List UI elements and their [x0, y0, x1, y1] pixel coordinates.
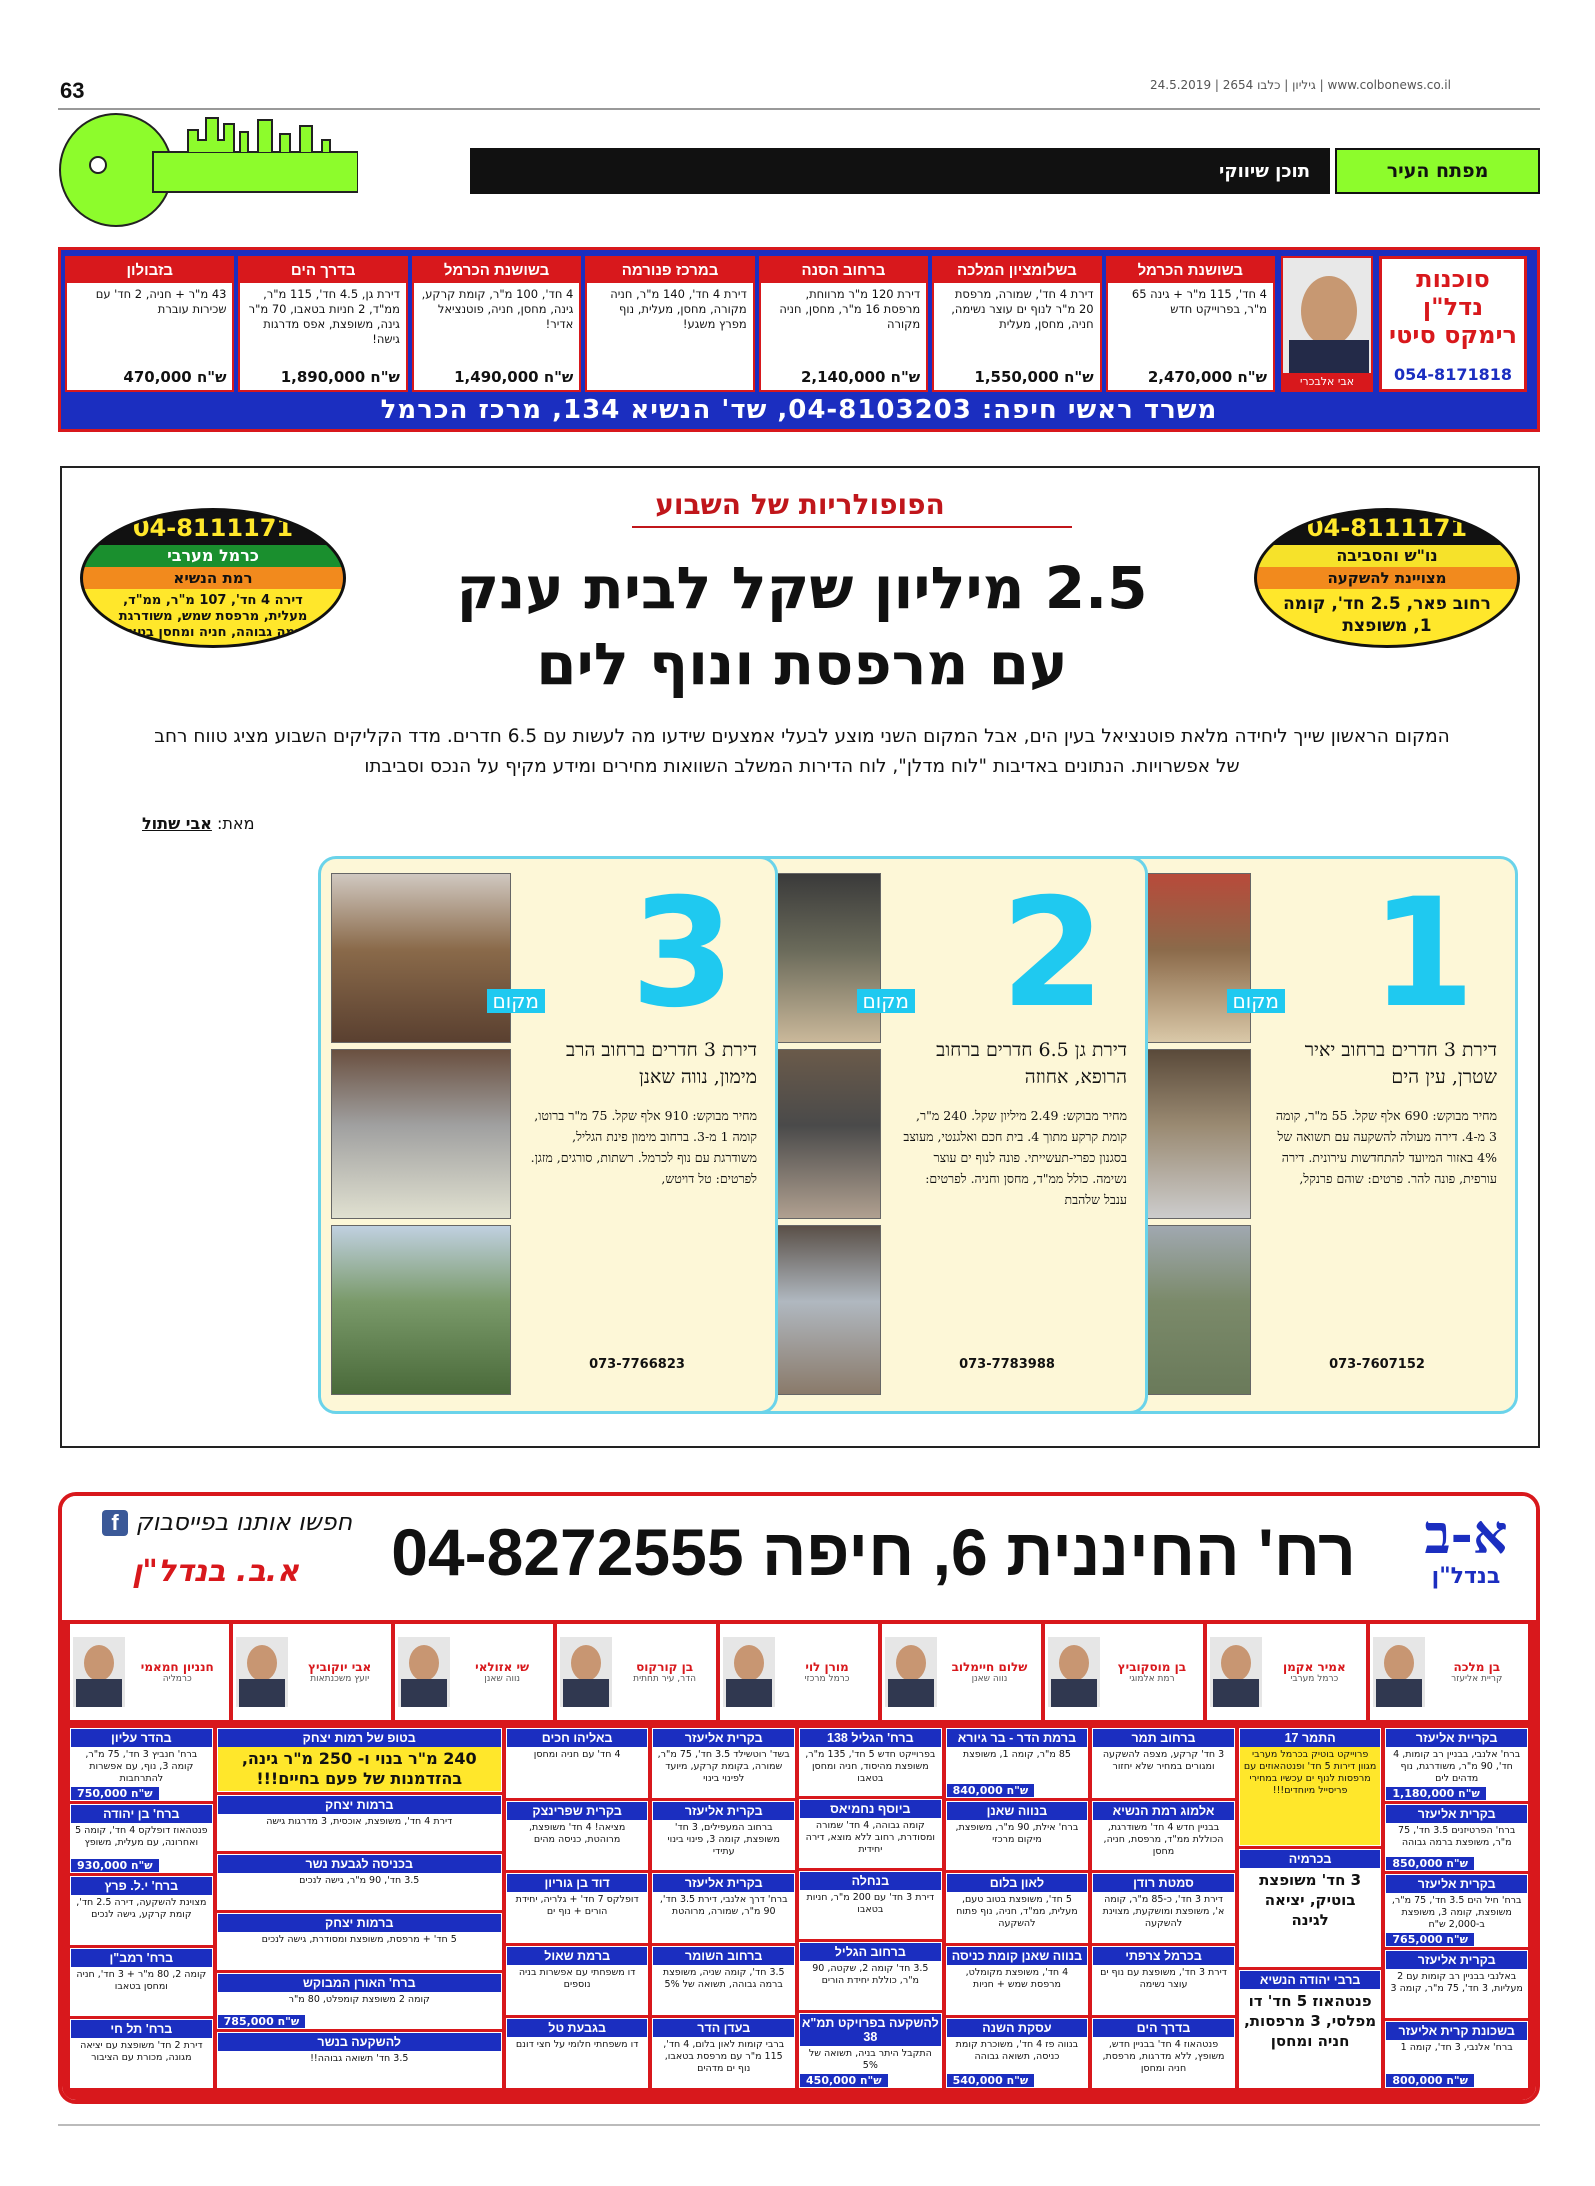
card-phone: 073-7783988 — [959, 1357, 1055, 1372]
badge-right-sub: מצויינת להשקעה — [1257, 567, 1517, 589]
listing-text: באלנבי בבניין רב קומות עם 2 מעליות, 3 חד', 75 מ"ר, קומה 3 — [1390, 1971, 1523, 1995]
listing-text: דירת 3 חד', כ-85 מ"ר, קומה א', משופצת ומושקעת, מצוינת להשקעה — [1102, 1894, 1225, 1930]
remax-listing-text: 4 חד', 100 מ"ר, קומת קרקע, גינה, מחסן, חניה, פוטנציאל אדיר! — [421, 287, 574, 331]
listing-box — [1092, 1801, 1235, 1871]
listing-box — [1385, 1804, 1528, 1871]
listing-title: בקריית אליעזר — [1386, 1729, 1527, 1747]
remax-listing-price — [587, 386, 752, 390]
listing-box — [506, 2018, 649, 2088]
listing-box — [1385, 1728, 1528, 1801]
remax-listing-price: 2,470,000 ש"ח — [1147, 368, 1267, 386]
listing-title: בקרית אליעזר — [653, 1729, 794, 1747]
footer-divider — [58, 2124, 1540, 2126]
listing-text: ברח' אלנבי, בבניין רב קומות, 4 חד', 90 מ"ר, משודרגת, נוף מדהים לים — [1393, 1749, 1521, 1784]
listing-column — [1239, 1728, 1382, 2088]
facebook-text: חפשו אותנו בפייסבוק — [135, 1508, 353, 1536]
listing-box — [1385, 2021, 1528, 2088]
badge-left-desc: דירה 4 חד', 107 מ"ר, ממ"ד, מעלית, מרפסת שמש, משודרגת ברמה גבוהה, חניה ומחסן בטאבו — [83, 589, 343, 648]
listing-box — [1239, 1970, 1382, 2088]
listing-price: 930,000 ש"ח — [71, 1859, 159, 1872]
listing-box — [1239, 1849, 1382, 1967]
remax-listing — [932, 256, 1101, 392]
listing-box — [946, 1728, 1089, 1798]
listing-title: בכרמל צרפתי — [1093, 1947, 1234, 1965]
remax-listing — [238, 256, 407, 392]
team-role: נווה שאנן — [971, 1673, 1008, 1684]
remax-listing-text: 43 מ"ר + חניה, 2 חד' עם שכירות עוברת — [95, 287, 227, 316]
team-photo — [1048, 1637, 1100, 1707]
ab-brand: א.ב. בנדל"ן — [132, 1554, 299, 1589]
team-photo — [885, 1637, 937, 1707]
listing-box — [652, 1946, 795, 2016]
listing-box — [652, 1873, 795, 1943]
remax-listing-title: בזבולון — [67, 258, 232, 283]
card-title: דירת 3 חדרים ברחוב יאיר שטרן, עין הים — [1304, 1039, 1497, 1088]
listing-box — [799, 1728, 942, 1796]
listing-text: 5 חד', משופצת בטוב טעם, מעלית, ממ"ד, חניה, נוף פתוח להשקעה — [956, 1894, 1078, 1930]
listing-title: ברח' י.ל. פרץ — [71, 1877, 212, 1895]
team-photo — [1210, 1637, 1262, 1707]
team-member — [882, 1624, 1040, 1720]
listing-title: בשכונת קרית אליעזר — [1386, 2022, 1527, 2040]
listing-title: עסקת השנה — [947, 2019, 1088, 2037]
city-key-icon — [58, 110, 358, 228]
remax-listing-title: במרכז פנורמה — [587, 258, 752, 283]
listing-text: 4 חד', משופצת מקומלט, מרפסת שמש + חניות — [965, 1966, 1069, 1990]
headline — [362, 550, 1242, 702]
listing-title: לאון בלום — [947, 1874, 1088, 1892]
listing-title: ברח' תל חי — [71, 2020, 212, 2038]
listing-column — [652, 1728, 795, 2088]
listing-text: דירת 4 חד', משופצת, אוכסית, 3 מדרגות גישה — [266, 1816, 453, 1827]
team-name: אבי יוקוביץ — [308, 1659, 372, 1674]
listing-title: בנחלה — [800, 1872, 941, 1890]
listing-box — [70, 1876, 213, 1945]
listing-box — [217, 1913, 502, 1969]
listing-box — [70, 1948, 213, 2017]
listing-text: 3 חד' קרקע, מצפה להשקעה ומגורים במחיר שלא יחזור — [1102, 1749, 1225, 1772]
remax-listing-text: 4 חד', 115 מ"ר + גינה 65 מ"ר, בפרוייקט חדש — [1131, 287, 1267, 316]
listing-text: מצוינת להשקעה, דירה 2.5 חד', קומת קרקע, גישה לנכים — [76, 1896, 207, 1920]
team-member — [1370, 1624, 1528, 1720]
remax-listing-text: דירת 120 מ"ר מרווחת, מרפסת 16 מ"ר, מחסן, חניה מקורה — [779, 287, 921, 331]
badge-right-name: נו"ש והסביבה — [1257, 545, 1517, 567]
team-role: נווה שאנן — [484, 1673, 520, 1684]
listing-title: בקרית אליעזר — [1386, 1875, 1527, 1893]
card-title: דירת גן 6.5 חדרים ברחוב הרופא, אחוזה — [936, 1039, 1127, 1088]
remax-listing-text: דירת 4 חד', 140 מ"ר, חניה מקורה, מחסן, מעלית, נוף מפרץ משגע! — [610, 287, 747, 331]
page-number: 63 — [60, 78, 85, 103]
team-photo — [236, 1637, 288, 1707]
listing-title: ברח' הגליל 138 — [800, 1729, 941, 1747]
listing-price: 540,000 ש"ח — [947, 2074, 1035, 2087]
listing-box — [1239, 1728, 1382, 1846]
section-title: מפתח העיר — [1335, 148, 1540, 194]
listing-title: בטופ של רמות יצחק — [218, 1729, 501, 1747]
listing-text: דירת 3 חד' עם 200 מ"ר, חניות בטאבו — [806, 1891, 935, 1915]
listing-box — [70, 1728, 213, 1801]
listing-text: 4 חד' עם חניה ומחסן — [533, 1749, 621, 1760]
listing-box — [1385, 1874, 1528, 1947]
card-title: דירת 3 חדרים ברחוב הרב מימון, נווה שאנן — [565, 1039, 757, 1088]
listing-box — [799, 1871, 942, 1939]
card-description: מחיר מבוקש: 910 אלף שקל. 75 מ"ר ברוטו, קומה 1 מ-3. ברחוב מימון פינת הגליל, משודרגת עם נוף לכרמל. רשתות, סורגים, מזגן. לפרטים: טל דויטש, — [530, 1108, 757, 1186]
listing-text: 240 מ"ר בנוי ו- 250 מ"ר גינה, בהזדמנות של פעם בחיים!!! — [218, 1747, 501, 1791]
listing-text: דו משפחתי עם אפשרות בניה נוספים — [518, 1966, 636, 1990]
team-role: הדר, עיר תחתית — [633, 1673, 696, 1684]
listing-box — [946, 1946, 1089, 2016]
team-photo — [723, 1637, 775, 1707]
listing-box — [217, 1728, 502, 1792]
ab-team — [70, 1624, 1528, 1720]
team-name: בן מוסקוביץ — [1117, 1659, 1187, 1674]
remax-listing-title: בדרך הים — [240, 258, 405, 283]
marketing-band — [470, 148, 1330, 194]
listing-title: ברחוב תמר — [1093, 1729, 1234, 1747]
marketing-label: תוכן שיווקי — [1219, 160, 1310, 182]
listing-title: להשקעה בפרויקט תמ"א 38 — [801, 2016, 939, 2044]
listing-box — [799, 1942, 942, 2010]
listing-text: ברבי קומות לאון בלום, 4 חד', 115 מ"ר עם מרפסת בטאבו, נוף ים מדהים — [663, 2039, 785, 2075]
listing-title: ברמות יצחק — [218, 1914, 501, 1932]
listing-text: ברח' דרך אלנבי, דירת 3.5 חד', 90 מ"ר, שמורה, מרוהטת — [659, 1894, 788, 1918]
remax-phone: 054-8171818 — [1394, 365, 1512, 384]
badge-left-phone: 04-8111171 — [132, 514, 294, 542]
rank-number: 3 — [630, 867, 735, 1041]
badge-right — [1254, 508, 1520, 648]
listing-title: בקרית אליעזר — [1386, 1951, 1527, 1969]
listing-title: סמטת רודן — [1093, 1874, 1234, 1892]
team-role: כרמל מרכזי — [804, 1673, 850, 1684]
listing-price: 785,000 ש"ח — [218, 2015, 306, 2028]
listing-text: התקבל היתר בניה, תשואה של 5% — [808, 2048, 932, 2071]
listing-title: בנווה שאנן — [947, 1802, 1088, 1820]
badge-left — [80, 508, 346, 648]
team-member — [1045, 1624, 1203, 1720]
listing-column — [946, 1728, 1089, 2088]
listing-text: 3.5 חד' תשואה גבוהה!! — [310, 2052, 409, 2064]
kicker-underline — [632, 526, 1072, 528]
listing-text: פנטהאוז דופלקס 4 חד', קומה 5 ואחרונה, עם מעלית, משופץ — [75, 1825, 208, 1848]
listing-box — [946, 1801, 1089, 1871]
team-member — [70, 1624, 228, 1720]
card-phone: 073-7766823 — [589, 1357, 685, 1372]
listing-title: ברמת הדר - בר גיורא — [947, 1729, 1088, 1747]
listing-box — [799, 2013, 942, 2088]
remax-listing-price: 1,550,000 ש"ח — [974, 368, 1094, 386]
team-role: כרמל מערבי — [1290, 1673, 1339, 1684]
listing-text: פרוייקט בוטיק בכרמל מערבי מגוון דירות 5 חד' ופנטהאוזים עם מרפסות לנוף ים עכשיו במחירי פריסייל מיוחדים!!! — [1240, 1747, 1381, 1845]
team-name: שלום חיימלוב — [951, 1659, 1028, 1674]
listing-title: בגבעת טל — [507, 2019, 648, 2037]
listing-price: 765,000 ש"ח — [1386, 1933, 1474, 1946]
remax-ad — [58, 247, 1540, 432]
listing-text: בפרוייקט חדש 5 חד', 135 מ"ר, משופצת מהיסוד, חניה ומחסן בטאבו — [805, 1749, 936, 1784]
team-photo — [1373, 1637, 1425, 1707]
property-photo — [331, 873, 511, 1043]
listing-text: בבניין חדש 4 חד' משודרגת, הכוללת ממ"ד, מרפסת, חניה, מחסן — [1103, 1821, 1224, 1857]
listing-box — [946, 1873, 1089, 1943]
listing-column — [1385, 1728, 1528, 2088]
remax-listing — [412, 256, 581, 392]
remax-listing-title: ברחוב הסנה — [761, 258, 926, 283]
remax-listing-text: דירת 4 חד', שמורה, מרפסת 20 מ"ר לנוף ים עוצר נשימה, חניה, מחסן, מעלית — [951, 287, 1094, 331]
listing-text: ברח' אילת, 90 מ"ר, משופצת, מיקום מרכזי — [955, 1821, 1079, 1845]
card-description: מחיר מבוקש: 2.49 מיליון שקל. 240 מ"ר, קומת קרקע מתוך 4. בית חכם ואלגנטי, מעוצב בסגנון כפרי-תעשייתי. פונה לנוף ים עוצר נשימה. כולל ממ"ד, מחסן וחניה. לפרטים: ענבל שלהבת — [903, 1108, 1127, 1207]
listing-column — [217, 1728, 502, 2088]
remax-listing — [1106, 256, 1275, 392]
rank-label: מקום — [1227, 989, 1286, 1013]
listing-text: בשד' רוטשילד 3.5 חד', 75 מ"ר, שמורה, בקומת קרקע, מיועד לפינוי בינוי — [657, 1749, 790, 1784]
team-photo — [73, 1637, 125, 1707]
listing-text: דירת 3 חד', משופצת עם נוף ים עוצר נשימה — [1100, 1966, 1227, 1990]
listing-title: ברמות יצחק — [218, 1796, 501, 1814]
listing-box — [1092, 1728, 1235, 1798]
remax-listing-price: 470,000 ש"ח — [123, 368, 227, 386]
listing-title: להשקעה בנשר — [218, 2033, 501, 2051]
listing-box — [506, 1728, 649, 1798]
remax-listing-price: 2,140,000 ש"ח — [800, 368, 921, 386]
listing-box — [217, 1854, 502, 1910]
listing-text: 3.5 חד' קומה 2, שקטה, 90 מ"ר, כוללת יחידת הורים — [812, 1962, 929, 1986]
listing-price: 850,000 ש"ח — [1386, 1857, 1474, 1870]
team-name: שי אזולאי — [475, 1659, 530, 1674]
issue-info: 24.5.2019 | 2654 גיליון | כלבו | www.colbonews.co.il — [1150, 78, 1451, 92]
listing-title: התמר 17 — [1240, 1729, 1381, 1747]
team-role: קריית אליעזר — [1451, 1673, 1503, 1684]
team-photo — [560, 1637, 612, 1707]
listing-title: בדרך הים — [1093, 2019, 1234, 2037]
remax-listing-price: 1,890,000 ש"ח — [280, 368, 400, 386]
listing-text: ברח' חיל הים 3.5 חד', 75 מ"ר, משופצת, קומה 3, משופצת ב-2,000 ש"ח — [1391, 1895, 1522, 1931]
listing-box — [217, 1973, 502, 2029]
listing-text: 85 מ"ר, קומה 1, משופצת — [962, 1749, 1071, 1760]
remax-listing-title: בשושנת הכרמל — [1108, 258, 1273, 283]
property-photo — [331, 1049, 511, 1219]
property-photo — [331, 1225, 511, 1395]
team-member — [720, 1624, 878, 1720]
listing-title: בקרית שפרינצק — [507, 1802, 648, 1820]
listing-text: קומה גבוהה, 4 חד' שמורה ומסודרת, רחוב ללא מוצא, דירה יחידית — [805, 1820, 936, 1856]
listing-price: 450,000 ש"ח — [800, 2074, 888, 2087]
listing-title: בקרית אליעזר — [653, 1802, 794, 1820]
listing-box — [70, 2019, 213, 2088]
remax-logo — [1379, 256, 1527, 392]
listing-box — [652, 1728, 795, 1798]
listing-box — [1385, 1950, 1528, 2017]
team-role: יועץ משכנתאות — [310, 1673, 370, 1684]
remax-listing — [759, 256, 928, 392]
listing-title: ברחוב הגליל — [800, 1943, 941, 1961]
headline-line-2: עם מרפסת ונוף לים — [536, 630, 1068, 698]
team-photo — [398, 1637, 450, 1707]
byline-prefix: מאת: — [217, 814, 255, 833]
team-name: אמיר אקמן — [1282, 1659, 1346, 1674]
listing-box — [506, 1946, 649, 2016]
listing-column — [506, 1728, 649, 2088]
listing-price: 1,180,000 ש"ח — [1386, 1787, 1485, 1800]
team-name: מורן לוי — [805, 1659, 849, 1674]
agent-face — [1301, 276, 1357, 346]
card-phone: 073-7607152 — [1329, 1357, 1425, 1372]
facebook-icon: f — [102, 1510, 128, 1536]
listing-text: פנטהאוז 4 חד' בבניין חדש, משופץ, ללא מדרגות, מרפסת, חניה ומחסן — [1102, 2039, 1225, 2075]
rank-number: 2 — [1000, 867, 1105, 1041]
facebook-callout[interactable] — [102, 1508, 352, 1536]
listing-box — [506, 1873, 649, 1943]
listing-title: ברחוב השומר — [653, 1947, 794, 1965]
listing-title: ברח' רמב"ן — [71, 1949, 212, 1967]
listing-text: ברחוב המעפילים, 3 חד' משופצת, קומה 3, פינוי בינוי עתידי — [667, 1821, 780, 1857]
byline — [142, 814, 254, 833]
listing-text: מציאה! 4 חד' משופצת, מרוהטת, כניסה מהים — [528, 1821, 626, 1845]
team-member — [557, 1624, 715, 1720]
listing-text: ברח' אלנבי, 3 חד', קומה 1 — [1400, 2041, 1513, 2053]
listing-text: דירת 2 חד' משופצת עם יציאה מגונה, מכורת עם הציבור — [80, 2040, 203, 2064]
listing-box — [217, 1795, 502, 1851]
listing-title: בקרית אליעזר — [1386, 1805, 1527, 1823]
rank-label: מקום — [487, 989, 546, 1013]
listing-text: 3.5 חד', 90 מ"ר, גישה לנכים — [299, 1875, 420, 1887]
rank-label: מקום — [857, 989, 916, 1013]
remax-listing-price: 1,490,000 ש"ח — [454, 368, 574, 386]
listing-text: 3.5 חד', קומה שניה, משופצת ברמה גבוהה, תשואה של 5% — [662, 1966, 785, 1990]
ab-listing-columns — [70, 1728, 1528, 2088]
listing-box — [652, 2018, 795, 2088]
listing-title: ברבי יהודה הנשיא — [1240, 1971, 1381, 1989]
listing-text: קומה 2 משופצת קומפלט, 80 מ"ר — [288, 1993, 430, 2005]
team-name: בן מלכה — [1453, 1659, 1501, 1674]
listing-title: בעדן הדר — [653, 2019, 794, 2037]
remax-name: רימקס סיטי — [1389, 321, 1517, 349]
listing-title: בכניסה לגבעת נשר — [218, 1855, 501, 1873]
listing-title: בהדר עליון — [71, 1729, 212, 1747]
ranking-card — [318, 856, 778, 1414]
listing-box — [1092, 1873, 1235, 1943]
listing-column — [70, 1728, 213, 2088]
listing-text: פנטהאוז 5 חד' דו מפלסי, 3 מרפסות, חניה ומחסן — [1244, 1992, 1377, 2050]
listing-title: בכרמיה — [1240, 1850, 1381, 1868]
listing-column — [1092, 1728, 1235, 2088]
listing-title: בקרית אליעזר — [653, 1874, 794, 1892]
remax-listing-title: בשלומציון המלכה — [934, 258, 1099, 283]
listing-text: דופלקס 7 חד' + גלריה, יחידת הורים + נוף ים — [515, 1894, 639, 1918]
listing-price: 800,000 ש"ח — [1386, 2074, 1474, 2087]
team-name: חנניון חמאמי — [140, 1659, 214, 1674]
lead-paragraph: המקום הראשון שייך ליחידה מלאת פוטנציאל בעין הים, אבל המקום השני מוצע לבעלי אמצעים שידעו מה לעשות עם 6.5 חדרים. מדד הקליקים השבוע מציג טווח רחב של אפשרויות. הנתונים באדיבות "לוח מדלן", לוח הדירות המשלב השוואות מחירים ומידע מקיף על הנכס וסביבתו — [154, 726, 1450, 777]
listing-title: ברח' האורן המבוקש — [218, 1974, 501, 1992]
listing-column — [799, 1728, 942, 2088]
remax-listing — [65, 256, 234, 392]
listing-title: באליהו חכים — [507, 1729, 648, 1747]
listing-text: 3 חד' משופצת בוטיק, יציאה לגינה — [1259, 1871, 1362, 1929]
listing-box — [946, 2018, 1089, 2088]
listing-text: 5 חד' + מרפסת, משופצת ומסודרת, גישה לנכים — [261, 1934, 457, 1946]
listing-text: בנווה פז 4 חד', משוכרת קומת כניסה, תשואה גבוהה — [955, 2039, 1079, 2063]
team-member — [395, 1624, 553, 1720]
listing-box — [1092, 2018, 1235, 2088]
listing-price: 840,000 ש"ח — [947, 1784, 1035, 1797]
remax-listings — [65, 256, 1275, 392]
remax-company: סוכנות נדל"ן — [1416, 265, 1490, 321]
listing-title: ברח' בן יהודה — [71, 1805, 212, 1823]
team-role: רמת אלמוגי — [1129, 1673, 1175, 1684]
remax-listing-text: דירת גן, 4.5 חד', 115 מ"ר, ממ"ד, 2 חניות בטאבו, 70 מ"ר גינה, משופצת, אפס מדרגות גישה! — [248, 287, 400, 346]
agent-photo — [1281, 256, 1373, 392]
card-description: מחיר מבוקש: 690 אלף שקל. 55 מ"ר, קומה 3 מ-4. דירה מעולה להשקעה עם תשואה של 4% באזור המיועד להתחדשות עירונית. דירה עורפית, פונה להר. פרטים: שוהם פרנקל, — [1275, 1108, 1497, 1186]
listing-box — [506, 1801, 649, 1871]
listing-title: אלמוג רמת הנשיא — [1093, 1802, 1234, 1820]
listing-text: ברח' חנביץ 3 חד', 75 מ"ר, קומה 3, נוף, עם אפשרות להתרחבות — [85, 1749, 198, 1784]
badge-left-name: כרמל מערבי — [83, 545, 343, 567]
ab-logo — [1408, 1504, 1524, 1604]
badge-right-phone: 04-8111171 — [1306, 514, 1468, 542]
listing-text: קומה 2, 80 מ"ר + 3 חד', חניה ומחסן בטאבו — [76, 1968, 207, 1992]
ab-header — [62, 1496, 1536, 1620]
ab-logo-mark: א-ב — [1424, 1502, 1508, 1566]
article-kicker: הפופולריות של השבוע — [655, 488, 945, 521]
listing-box — [70, 1804, 213, 1873]
team-role: כרמליה — [162, 1673, 192, 1684]
listing-title: בנווה שאנן קומת כניסה — [947, 1947, 1088, 1965]
rank-number: 1 — [1370, 867, 1475, 1041]
headline-line-1: 2.5 מיליון שקל לבית ענק — [456, 554, 1148, 622]
badge-left-sub: רמת הנשיא — [83, 567, 343, 589]
remax-listing — [585, 256, 754, 392]
team-member — [1207, 1624, 1365, 1720]
listing-title: דוד בן גוריון — [507, 1874, 648, 1892]
listing-box — [1092, 1946, 1235, 2016]
byline-author: אבי שתול — [142, 814, 212, 833]
listing-price: 750,000 ש"ח — [71, 1787, 159, 1800]
team-name: בן קורקוס — [636, 1659, 694, 1674]
listing-box — [799, 1799, 942, 1867]
listing-box — [217, 2032, 502, 2088]
listing-title: ברמת שאול — [507, 1947, 648, 1965]
listing-box — [652, 1801, 795, 1871]
article — [60, 466, 1540, 1448]
listing-title: ביוסף נחמיאס — [800, 1800, 941, 1818]
team-member — [233, 1624, 391, 1720]
ab-ad — [58, 1492, 1540, 2104]
ab-address: רח' החיננית 6, חיפה 04-8272555 — [391, 1515, 1356, 1589]
listing-text: ברח' הפרטיזנים 3.5 חד', 75 מ"ר, משופצת ברמה גבוהה — [1398, 1825, 1516, 1848]
ab-logo-text: בנדל"ן — [1431, 1564, 1501, 1589]
listing-text: דו משפחתי חלומי על חצי דונם — [515, 2039, 639, 2051]
remax-listing-title: בשושנת הכרמל — [414, 258, 579, 283]
remax-address: משרד ראשי חיפה: 04-8103203, שד' הנשיא 134, מרכז הכרמל — [380, 395, 1218, 425]
agent-name: אבי אלבכרי — [1283, 373, 1371, 390]
badge-right-desc: רחוב פאר, 2.5 חד', קומה 1, משופצת — [1257, 589, 1517, 648]
